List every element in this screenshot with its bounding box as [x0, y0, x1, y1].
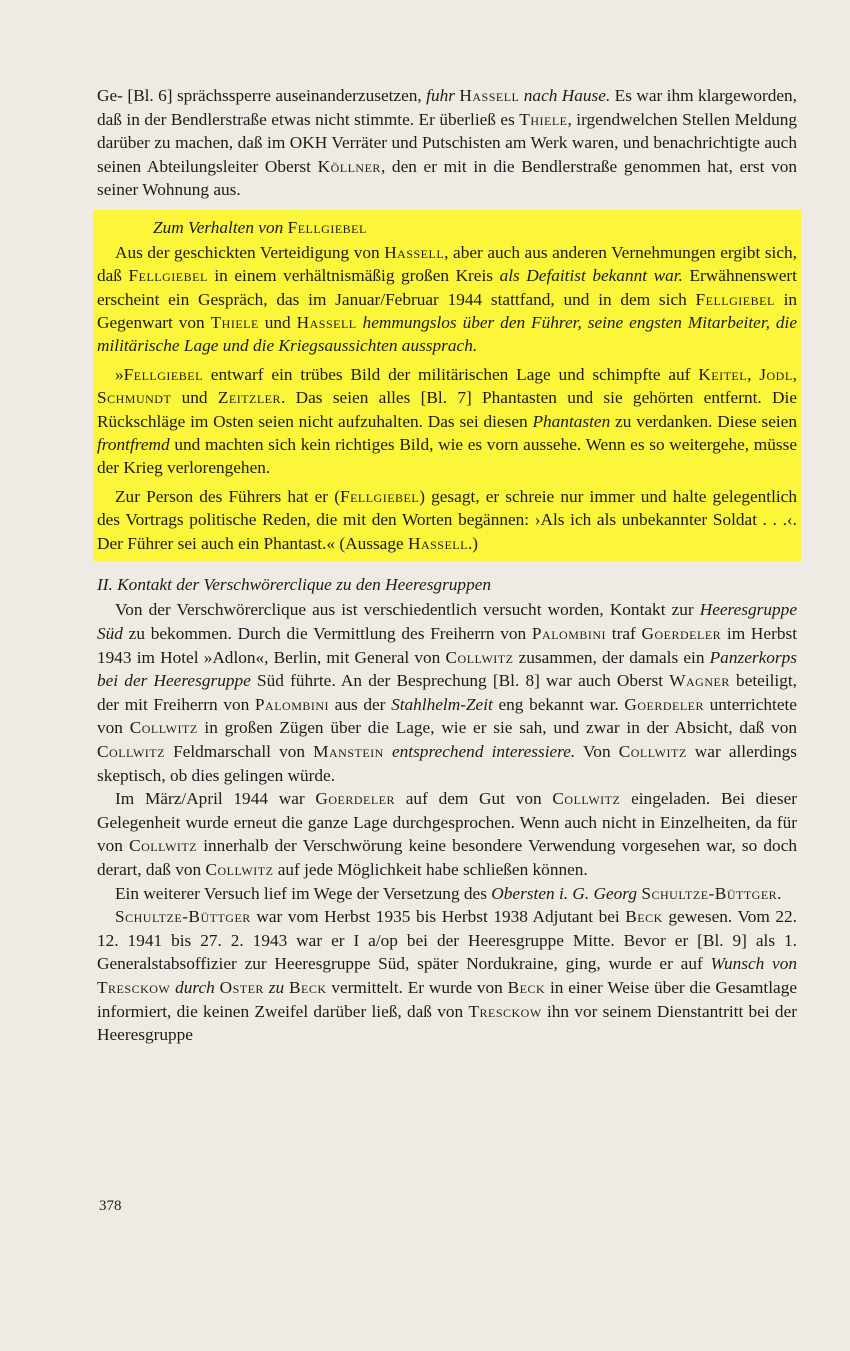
- text: Phantasten: [532, 411, 611, 431]
- text: ,: [747, 365, 760, 385]
- section-paragraph-4: [97, 905, 797, 1047]
- text: ihn vor seinem Dienstantritt bei der Heeresgruppe: [97, 1001, 798, 1045]
- text: gewesen. Vom 22. 12. 1941 bis 27. 2. 1943 war er I a/op bei der Heeresgruppe Mitte. Bevor er [Bl. 9] als 1. Generalstabsoffizier zur Heeresgruppe Süd, später Nordukraine, ging, wurde er auf: [97, 907, 797, 974]
- name: Zeitzler: [217, 388, 282, 408]
- text: traf: [606, 624, 642, 643]
- name: Collwitz: [97, 741, 165, 761]
- name: Palombini: [531, 624, 607, 643]
- text: ) gesagt, er schreie nur immer und halte gelegentlich des Vortrags politische Reden, die mit den Worten begännen: ›Als ich als unbekannter Soldat . . .‹. Der Führer sei auch ein Phantast.« (Aussage: [97, 487, 797, 553]
- text: zu bekommen. Durch die Vermittlung des Freiherrn von: [122, 624, 532, 643]
- name: Beck: [507, 977, 546, 997]
- text: in großen Zügen über die Lage, wie er sie sah, und zwar in der Absicht, daß von: [197, 718, 797, 738]
- text: auf dem Gut von: [395, 789, 553, 809]
- text: eng bekannt war.: [492, 694, 625, 714]
- text: Erwähnenswert erscheint ein Gespräch, das im Januar/Februar 1944 stattfand, und in dem sich: [97, 266, 797, 309]
- name: Collwitz: [552, 789, 621, 809]
- highlight-paragraph-3: [97, 485, 797, 555]
- text: aus der: [329, 694, 392, 714]
- text: zu: [268, 977, 285, 997]
- highlight-paragraph-1: [97, 241, 797, 357]
- text: Panzerkorps bei der Heeresgruppe: [97, 647, 797, 691]
- text: im Herbst 1943 im Hotel »Adlon«, Berlin, mit General von: [97, 624, 797, 667]
- text: auf jede Möglichkeit habe schließen können.: [273, 859, 588, 879]
- name: Beck: [625, 907, 663, 927]
- text: entsprechend interessiere.: [391, 741, 576, 761]
- section-paragraph-3: [97, 882, 797, 906]
- text: war allerdings skeptisch, ob dies gelingen würde.: [97, 741, 797, 785]
- name: Goerdeler: [624, 694, 704, 714]
- name: Palombini: [254, 694, 330, 714]
- text: entwarf ein trübes Bild der militärischen Lage und schimpfte auf: [202, 365, 699, 385]
- text: Stahlhelm-Zeit: [391, 694, 493, 714]
- text: .): [467, 533, 479, 553]
- page-body: [97, 84, 797, 1047]
- section-heading: II. Kontakt der Verschwörerclique zu den Heeresgruppen: [97, 574, 492, 594]
- paragraph-top: [97, 84, 797, 202]
- text: Von der Verschwörerclique aus ist verschiedentlich versucht worden, Kontakt zur: [115, 600, 700, 620]
- text: in einer Weise über die Gesamtlage informiert, die keinen Zweifel darüber ließ, daß von: [97, 977, 798, 1021]
- text: Es war ihm klargeworden, daß in der Bendlerstraße etwas nicht stimmte. Er überließ es: [97, 86, 797, 129]
- name: Goerdeler: [641, 624, 722, 643]
- name: Tresckow: [468, 1001, 542, 1021]
- text: durch: [175, 977, 215, 997]
- text: nach Hause.: [523, 86, 611, 105]
- name: Schultze-Büttger: [641, 883, 778, 903]
- text: beteiligt, der mit Freiherrn von: [97, 671, 797, 714]
- text: Süd führte. An der Besprechung [Bl. 8] war auch Oberst: [250, 671, 670, 691]
- name: Köllner: [317, 156, 381, 176]
- name: Jodl: [759, 365, 793, 385]
- name: Goerdeler: [315, 789, 396, 809]
- text: Zur Person des Führers hat er (: [115, 487, 340, 507]
- text: .: [777, 883, 782, 903]
- text: Von: [575, 741, 619, 761]
- name: Beck: [289, 977, 327, 997]
- name: Schmundt: [97, 388, 172, 408]
- text: und: [258, 312, 297, 332]
- name: Schultze-Büttger: [115, 907, 251, 927]
- text: vermittelt. Er wurde von: [326, 977, 508, 997]
- highlighted-passage: [93, 210, 801, 561]
- text: »: [115, 365, 124, 385]
- name: Hassell: [296, 312, 357, 332]
- text: hemmungslos über den Führer, seine engsten Mitarbeiter, die militärische Lage und die Kriegsaussichten aussprach.: [97, 312, 798, 355]
- page-number: 378: [99, 1198, 122, 1214]
- name: Fellgiebel: [339, 487, 420, 507]
- text: eingeladen. Bei dieser Gelegenheit wurde erneut die ganze Lage durchgesprochen. Wenn auch nicht in Einzelheiten, da für von: [97, 789, 797, 856]
- text: . Das seien alles [Bl. 7] Phantasten und sie gehörten entfernt. Die Rückschläge im Osten seien nicht aufzuhalten. Das sei diesen: [97, 388, 797, 431]
- text: zusammen, der damals ein: [513, 647, 710, 667]
- name: Keitel: [698, 365, 748, 385]
- text: als Defaitist bekannt war.: [499, 266, 683, 286]
- text: Zum Verhalten von: [153, 217, 284, 237]
- highlight-paragraph-2: [97, 363, 797, 479]
- text: frontfremd: [97, 434, 170, 454]
- name: Collwitz: [445, 647, 514, 667]
- name: Fellgiebel: [287, 217, 367, 237]
- text: Obersten i. G. Georg: [491, 883, 638, 903]
- text: und: [171, 388, 218, 408]
- name: Collwitz: [618, 741, 687, 761]
- text: Ge- [Bl. 6] sprächssperre auseinanderzusetzen,: [97, 86, 427, 105]
- name: Wagner: [669, 671, 730, 691]
- text: Heeresgruppe Süd: [97, 600, 797, 643]
- text: war vom Herbst 1935 bis Herbst 1938 Adjutant bei: [250, 907, 626, 927]
- text: , irgendwelchen Stellen Meldung darüber zu machen, daß im OKH Verräter und Putschisten am Werk waren, und benachrichtigte auch seinen Abteilungsleiter Oberst: [97, 109, 797, 176]
- name: Thiele: [210, 312, 259, 332]
- name: Thiele: [519, 109, 568, 129]
- text: in Gegenwart von: [97, 289, 798, 332]
- text: Wunsch von: [710, 954, 797, 974]
- name: Manstein: [313, 741, 384, 761]
- name: Tresckow: [97, 977, 171, 997]
- text: Im März/April 1944 war: [115, 789, 316, 809]
- name: Fellgiebel: [128, 266, 208, 286]
- text: in einem verhältnismäßig großen Kreis: [207, 266, 500, 286]
- text: Feldmarschall von: [164, 741, 314, 761]
- name: Fellgiebel: [123, 365, 203, 385]
- section-paragraph-2: [97, 787, 797, 881]
- section-paragraph-1: [97, 598, 797, 787]
- text: innerhalb der Verschwörung keine besondere Verwendung vorgesehen war, so doch derart, daß von: [97, 836, 798, 879]
- name: Oster: [219, 977, 264, 997]
- name: Collwitz: [129, 836, 198, 856]
- text: Ein weiterer Versuch lief im Wege der Versetzung des: [115, 883, 492, 903]
- text: und machten sich kein richtiges Bild, wie es vorn aussehe. Wenn es so weitergehe, müsse der Krieg verlorengehen.: [97, 434, 797, 477]
- name: Collwitz: [129, 718, 198, 738]
- text: unterrichtete von: [97, 694, 797, 738]
- name: Fellgiebel: [695, 289, 775, 309]
- text: ,: [792, 365, 797, 385]
- subheading: [97, 216, 797, 239]
- text: fuhr: [426, 86, 455, 105]
- text: Aus der geschickten Verteidigung von: [115, 243, 385, 263]
- name: Hassell: [407, 533, 468, 553]
- text: , den er mit in die Bendlerstraße genommen hat, erst von seiner Wohnung aus.: [97, 156, 797, 200]
- text: , aber auch aus anderen Vernehmungen ergibt sich, daß: [97, 243, 797, 286]
- name: Collwitz: [205, 859, 274, 879]
- name: Hassell: [459, 86, 520, 105]
- name: Hassell: [384, 243, 445, 263]
- text: zu verdanken. Diese seien: [610, 411, 797, 431]
